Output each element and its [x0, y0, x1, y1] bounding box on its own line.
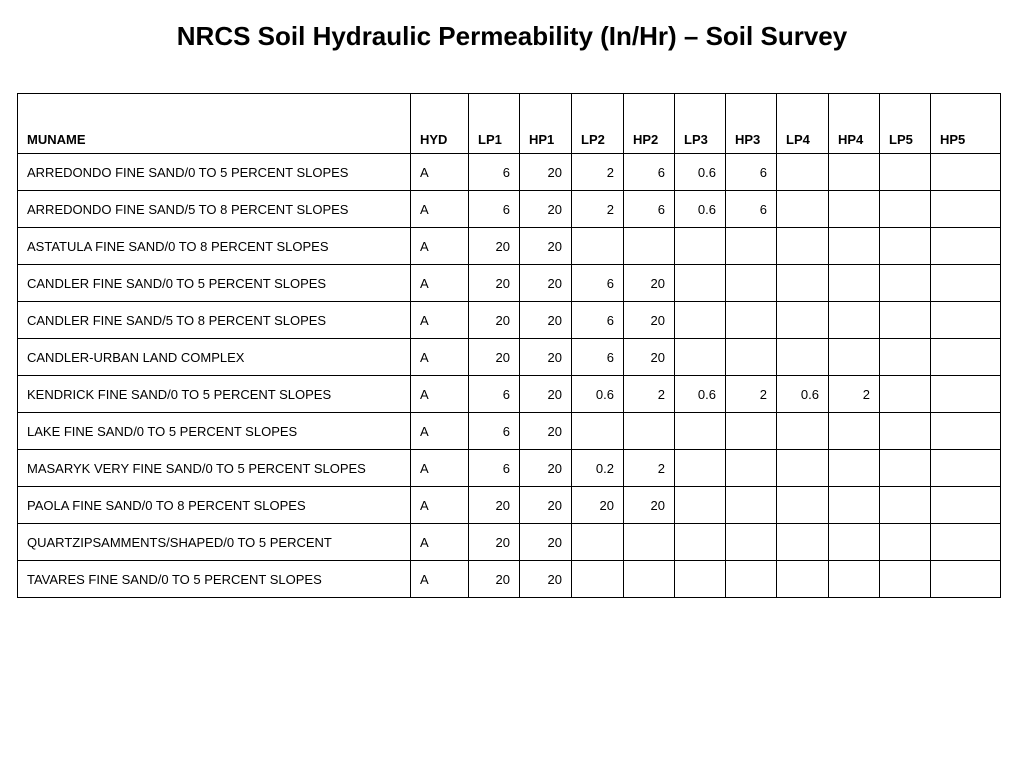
- cell-hyd: A: [411, 450, 469, 487]
- cell-lp2: 0.2: [572, 450, 624, 487]
- cell-lp4: [777, 191, 829, 228]
- cell-lp4: [777, 487, 829, 524]
- cell-hp2: [624, 524, 675, 561]
- cell-hp2: 6: [624, 154, 675, 191]
- cell-lp5: [880, 413, 931, 450]
- table-row: [18, 228, 1001, 265]
- cell-hp1: 20: [520, 228, 572, 265]
- cell-lp3: [675, 561, 726, 598]
- cell-hp3: [726, 228, 777, 265]
- cell-lp3: [675, 339, 726, 376]
- cell-hp4: [829, 302, 880, 339]
- cell-lp1: 20: [469, 302, 520, 339]
- cell-hp4: [829, 524, 880, 561]
- cell-hp5: [931, 154, 1001, 191]
- cell-hp2: 2: [624, 450, 675, 487]
- cell-hyd: A: [411, 561, 469, 598]
- cell-hp5: [931, 524, 1001, 561]
- cell-lp2: 20: [572, 487, 624, 524]
- cell-muname: CANDLER-URBAN LAND COMPLEX: [18, 339, 411, 376]
- cell-hp4: [829, 561, 880, 598]
- cell-hp5: [931, 487, 1001, 524]
- cell-lp5: [880, 228, 931, 265]
- cell-lp1: 6: [469, 191, 520, 228]
- table-row: [18, 376, 1001, 413]
- cell-lp2: 6: [572, 302, 624, 339]
- column-header-lp4: LP4: [777, 94, 829, 154]
- cell-lp2: [572, 228, 624, 265]
- cell-hp2: [624, 561, 675, 598]
- cell-lp3: [675, 265, 726, 302]
- table-row: [18, 339, 1001, 376]
- cell-lp1: 6: [469, 154, 520, 191]
- column-header-hp3: HP3: [726, 94, 777, 154]
- cell-hp3: [726, 561, 777, 598]
- cell-hp5: [931, 376, 1001, 413]
- cell-hp2: 20: [624, 265, 675, 302]
- column-header-hp4: HP4: [829, 94, 880, 154]
- cell-hp5: [931, 228, 1001, 265]
- table-body: [18, 154, 1001, 598]
- cell-muname: LAKE FINE SAND/0 TO 5 PERCENT SLOPES: [18, 413, 411, 450]
- table-row: [18, 561, 1001, 598]
- cell-hp4: [829, 191, 880, 228]
- cell-lp1: 6: [469, 413, 520, 450]
- cell-hp4: [829, 450, 880, 487]
- cell-hp5: [931, 561, 1001, 598]
- cell-hp3: [726, 302, 777, 339]
- cell-lp3: [675, 487, 726, 524]
- cell-hp4: [829, 487, 880, 524]
- table-row: [18, 191, 1001, 228]
- column-header-lp1: LP1: [469, 94, 520, 154]
- cell-lp3: [675, 302, 726, 339]
- table-row: [18, 265, 1001, 302]
- cell-hp2: 20: [624, 302, 675, 339]
- cell-lp3: [675, 450, 726, 487]
- cell-lp5: [880, 302, 931, 339]
- cell-lp4: [777, 413, 829, 450]
- cell-lp4: [777, 302, 829, 339]
- table-row: [18, 487, 1001, 524]
- cell-hp1: 20: [520, 561, 572, 598]
- table-row: [18, 450, 1001, 487]
- cell-lp1: 20: [469, 524, 520, 561]
- cell-hyd: A: [411, 376, 469, 413]
- cell-hyd: A: [411, 265, 469, 302]
- cell-lp3: [675, 524, 726, 561]
- cell-hp4: 2: [829, 376, 880, 413]
- cell-hp2: 20: [624, 339, 675, 376]
- cell-hyd: A: [411, 524, 469, 561]
- cell-hp2: 2: [624, 376, 675, 413]
- cell-hyd: A: [411, 413, 469, 450]
- cell-muname: ASTATULA FINE SAND/0 TO 8 PERCENT SLOPES: [18, 228, 411, 265]
- cell-hp3: [726, 524, 777, 561]
- cell-muname: ARREDONDO FINE SAND/0 TO 5 PERCENT SLOPES: [18, 154, 411, 191]
- cell-lp1: 6: [469, 450, 520, 487]
- cell-lp3: 0.6: [675, 191, 726, 228]
- cell-hp2: [624, 413, 675, 450]
- cell-hyd: A: [411, 487, 469, 524]
- cell-muname: KENDRICK FINE SAND/0 TO 5 PERCENT SLOPES: [18, 376, 411, 413]
- cell-hp3: 6: [726, 191, 777, 228]
- cell-hp2: [624, 228, 675, 265]
- cell-lp2: 6: [572, 339, 624, 376]
- page-title: NRCS Soil Hydraulic Permeability (In/Hr) – Soil Survey: [176, 21, 848, 51]
- cell-hp1: 20: [520, 450, 572, 487]
- cell-muname: ARREDONDO FINE SAND/5 TO 8 PERCENT SLOPES: [18, 191, 411, 228]
- table-row: [18, 413, 1001, 450]
- cell-hyd: A: [411, 302, 469, 339]
- cell-hp2: 20: [624, 487, 675, 524]
- cell-hp5: [931, 191, 1001, 228]
- cell-lp2: 2: [572, 191, 624, 228]
- cell-hp5: [931, 265, 1001, 302]
- cell-lp1: 20: [469, 339, 520, 376]
- cell-hp1: 20: [520, 265, 572, 302]
- cell-lp2: 0.6: [572, 376, 624, 413]
- cell-lp5: [880, 265, 931, 302]
- cell-lp3: 0.6: [675, 154, 726, 191]
- column-header-hyd: HYD: [411, 94, 469, 154]
- permeability-table: [17, 93, 1001, 598]
- cell-hp4: [829, 154, 880, 191]
- table-row: [18, 302, 1001, 339]
- cell-hp3: [726, 413, 777, 450]
- cell-lp3: 0.6: [675, 376, 726, 413]
- cell-lp5: [880, 154, 931, 191]
- cell-lp5: [880, 191, 931, 228]
- cell-lp4: [777, 450, 829, 487]
- table-row: [18, 524, 1001, 561]
- cell-lp2: [572, 413, 624, 450]
- cell-hp5: [931, 450, 1001, 487]
- cell-hp1: 20: [520, 413, 572, 450]
- cell-hp1: 20: [520, 154, 572, 191]
- cell-hp2: 6: [624, 191, 675, 228]
- column-header-hp2: HP2: [624, 94, 675, 154]
- cell-hp1: 20: [520, 191, 572, 228]
- column-header-lp5: LP5: [880, 94, 931, 154]
- cell-hp4: [829, 339, 880, 376]
- cell-lp4: [777, 154, 829, 191]
- cell-hp3: [726, 450, 777, 487]
- cell-hp4: [829, 265, 880, 302]
- cell-lp5: [880, 561, 931, 598]
- column-header-hp1: HP1: [520, 94, 572, 154]
- cell-lp5: [880, 450, 931, 487]
- cell-hyd: A: [411, 339, 469, 376]
- cell-lp5: [880, 376, 931, 413]
- cell-lp5: [880, 487, 931, 524]
- cell-hp1: 20: [520, 524, 572, 561]
- cell-lp4: 0.6: [777, 376, 829, 413]
- cell-lp4: [777, 265, 829, 302]
- column-header-hp5: HP5: [931, 94, 1001, 154]
- cell-lp2: [572, 561, 624, 598]
- cell-lp5: [880, 339, 931, 376]
- cell-hp3: 2: [726, 376, 777, 413]
- cell-lp4: [777, 524, 829, 561]
- cell-hp1: 20: [520, 339, 572, 376]
- column-header-lp3: LP3: [675, 94, 726, 154]
- cell-muname: QUARTZIPSAMMENTS/SHAPED/0 TO 5 PERCENT: [18, 524, 411, 561]
- cell-lp5: [880, 524, 931, 561]
- cell-lp1: 20: [469, 561, 520, 598]
- cell-lp2: [572, 524, 624, 561]
- cell-lp2: 6: [572, 265, 624, 302]
- cell-hp3: 6: [726, 154, 777, 191]
- cell-lp2: 2: [572, 154, 624, 191]
- table-row: [18, 154, 1001, 191]
- cell-lp1: 20: [469, 487, 520, 524]
- cell-muname: PAOLA FINE SAND/0 TO 8 PERCENT SLOPES: [18, 487, 411, 524]
- cell-hp4: [829, 228, 880, 265]
- cell-lp1: 20: [469, 265, 520, 302]
- cell-lp3: [675, 413, 726, 450]
- cell-muname: TAVARES FINE SAND/0 TO 5 PERCENT SLOPES: [18, 561, 411, 598]
- cell-hp1: 20: [520, 302, 572, 339]
- column-header-muname: MUNAME: [18, 94, 411, 154]
- cell-hp3: [726, 339, 777, 376]
- cell-lp4: [777, 339, 829, 376]
- cell-hp5: [931, 302, 1001, 339]
- cell-lp4: [777, 561, 829, 598]
- cell-hp1: 20: [520, 376, 572, 413]
- cell-lp3: [675, 228, 726, 265]
- cell-lp4: [777, 228, 829, 265]
- cell-hyd: A: [411, 154, 469, 191]
- header-row: [18, 94, 1001, 154]
- cell-hp3: [726, 265, 777, 302]
- cell-muname: CANDLER FINE SAND/5 TO 8 PERCENT SLOPES: [18, 302, 411, 339]
- column-header-lp2: LP2: [572, 94, 624, 154]
- cell-hp4: [829, 413, 880, 450]
- cell-muname: MASARYK VERY FINE SAND/0 TO 5 PERCENT SLOPES: [18, 450, 411, 487]
- cell-hyd: A: [411, 191, 469, 228]
- cell-hp5: [931, 339, 1001, 376]
- cell-lp1: 6: [469, 376, 520, 413]
- cell-lp1: 20: [469, 228, 520, 265]
- cell-hp3: [726, 487, 777, 524]
- cell-hp5: [931, 413, 1001, 450]
- cell-muname: CANDLER FINE SAND/0 TO 5 PERCENT SLOPES: [18, 265, 411, 302]
- cell-hyd: A: [411, 228, 469, 265]
- cell-hp1: 20: [520, 487, 572, 524]
